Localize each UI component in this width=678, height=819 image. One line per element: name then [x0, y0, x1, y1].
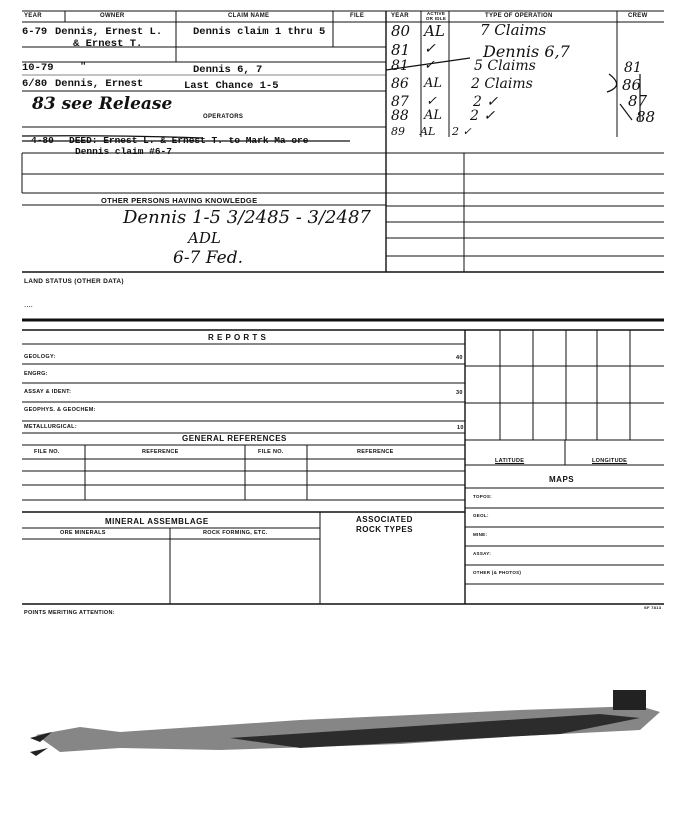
- activity-row-4-crew: 86: [622, 76, 642, 94]
- activity-row-5-year: 87: [391, 94, 409, 110]
- activity-row-3-type: 5 Claims: [474, 58, 536, 74]
- report-engrg: ENGRG:: [24, 371, 48, 377]
- deed-line-1: DEED: Ernest L. & Ernest T. to Mark Ma ore: [69, 135, 309, 146]
- activity-row-6-year: 88: [391, 108, 409, 124]
- activity-row-2-active: ✓: [424, 41, 436, 57]
- activity-header-crew: CREW: [628, 13, 648, 19]
- longitude-label: LONGITUDE: [592, 458, 628, 464]
- report-assay-num: 30: [456, 390, 463, 396]
- claim-row-2-owner: & Ernest T.: [73, 38, 143, 50]
- report-assay: ASSAY & IDENT:: [24, 389, 72, 395]
- claim-row-4-year: 6/80: [22, 78, 48, 90]
- activity-row-6-active: AL: [424, 108, 443, 123]
- claim-row-3-claim: Dennis 6, 7: [193, 64, 263, 76]
- claim-row-1-year: 6-79: [22, 26, 48, 38]
- form-number: SF 7813: [644, 605, 662, 610]
- report-geology-num: 40: [456, 355, 463, 361]
- land-status-mark: ....: [24, 300, 33, 309]
- claim-row-4-claim: Last Chance 1-5: [184, 80, 279, 92]
- general-references-title: GENERAL REFERENCES: [182, 434, 287, 443]
- header-owner: OWNER: [100, 13, 125, 19]
- maps-other: OTHER (& PHOTOS): [473, 570, 522, 575]
- activity-row-3-year: 81: [391, 58, 409, 74]
- ref-header-reference-1: REFERENCE: [142, 449, 179, 455]
- activity-row-7-type: 2 ✓: [452, 125, 472, 138]
- handwritten-release-note: 83 see Release: [32, 94, 173, 114]
- ref-header-reference-2: REFERENCE: [357, 449, 394, 455]
- maps-title: MAPS: [549, 475, 575, 484]
- maps-topos: TOPOS:: [473, 494, 492, 499]
- rock-forming-label: ROCK FORMING, ETC.: [203, 530, 268, 536]
- activity-row-1-active: AL: [424, 22, 445, 40]
- rock-types-label: ROCK TYPES: [356, 525, 414, 534]
- activity-row-5-crew: 87: [628, 92, 648, 110]
- ref-header-file-no-1: FILE NO.: [34, 449, 60, 455]
- mineral-assemblage-title: MINERAL ASSEMBLAGE: [105, 517, 209, 526]
- activity-row-3-crew: 81: [624, 60, 642, 76]
- activity-row-4-active: AL: [424, 76, 443, 91]
- activity-header-active: ACTIVE OR IDLE: [425, 11, 447, 21]
- deed-line-2: Dennis claim #6-7: [75, 146, 172, 157]
- activity-row-7-active: AL: [420, 125, 436, 138]
- claim-row-3-owner: ": [80, 61, 87, 73]
- maps-mine: MINE:: [473, 532, 488, 537]
- header-year: YEAR: [24, 13, 42, 19]
- activity-row-5-type: 2 ✓: [473, 94, 499, 110]
- claim-row-4-owner: Dennis, Ernest: [55, 78, 144, 90]
- activity-row-6-type: 2 ✓: [470, 108, 496, 124]
- report-metallurgical: METALLURGICAL:: [24, 424, 77, 430]
- claim-row-3-year: 10-79: [22, 62, 54, 74]
- other-persons-label: OTHER PERSONS HAVING KNOWLEDGE: [101, 196, 258, 205]
- claim-row-1-owner: Dennis, Ernest L.: [55, 26, 163, 38]
- activity-row-1-type: 7 Claims: [480, 21, 547, 39]
- activity-row-7-year: 89: [391, 125, 405, 138]
- activity-row-5-active: ✓: [426, 94, 437, 109]
- maps-assay: ASSAY:: [473, 551, 492, 556]
- associated-label: ASSOCIATED: [356, 515, 413, 524]
- other-persons-note-1: Dennis 1-5 3/2485 - 3/2487: [123, 207, 371, 228]
- latitude-label: LATITUDE: [495, 458, 525, 464]
- activity-row-4-year: 86: [391, 76, 409, 92]
- ref-header-file-no-2: FILE NO.: [258, 449, 284, 455]
- activity-row-6-crew: 88: [636, 108, 656, 126]
- header-claim-name: CLAIM NAME: [228, 13, 270, 19]
- reports-title: R E P O R T S: [208, 333, 267, 342]
- other-persons-note-3: 6-7 Fed.: [173, 248, 243, 268]
- activity-row-2-type: Dennis 6,7: [483, 42, 570, 61]
- claim-row-1-claim: Dennis claim 1 thru 5: [193, 26, 326, 38]
- maps-geol: GEOL:: [473, 513, 489, 518]
- report-metallurgical-num: 10: [457, 425, 464, 431]
- deed-year: 4-80: [31, 135, 54, 146]
- activity-row-1-year: 80: [391, 22, 411, 40]
- activity-header-type: TYPE OF OPERATION: [485, 13, 553, 19]
- activity-header-year: YEAR: [391, 13, 409, 19]
- land-status-label: LAND STATUS (OTHER DATA): [24, 278, 124, 285]
- ore-minerals-label: ORE MINERALS: [60, 530, 106, 536]
- report-geophys: GEOPHYS. & GEOCHEM:: [24, 407, 96, 413]
- operators-label: OPERATORS: [203, 114, 244, 120]
- points-meriting-attention-label: POINTS MERITING ATTENTION:: [24, 610, 115, 616]
- report-geology: GEOLOGY:: [24, 354, 56, 360]
- activity-row-2-year: 81: [391, 41, 411, 59]
- activity-row-4-type: 2 Claims: [471, 76, 533, 92]
- other-persons-note-2: ADL: [188, 229, 221, 247]
- activity-row-3-active: ✓: [424, 58, 435, 73]
- header-file: FILE: [350, 13, 365, 19]
